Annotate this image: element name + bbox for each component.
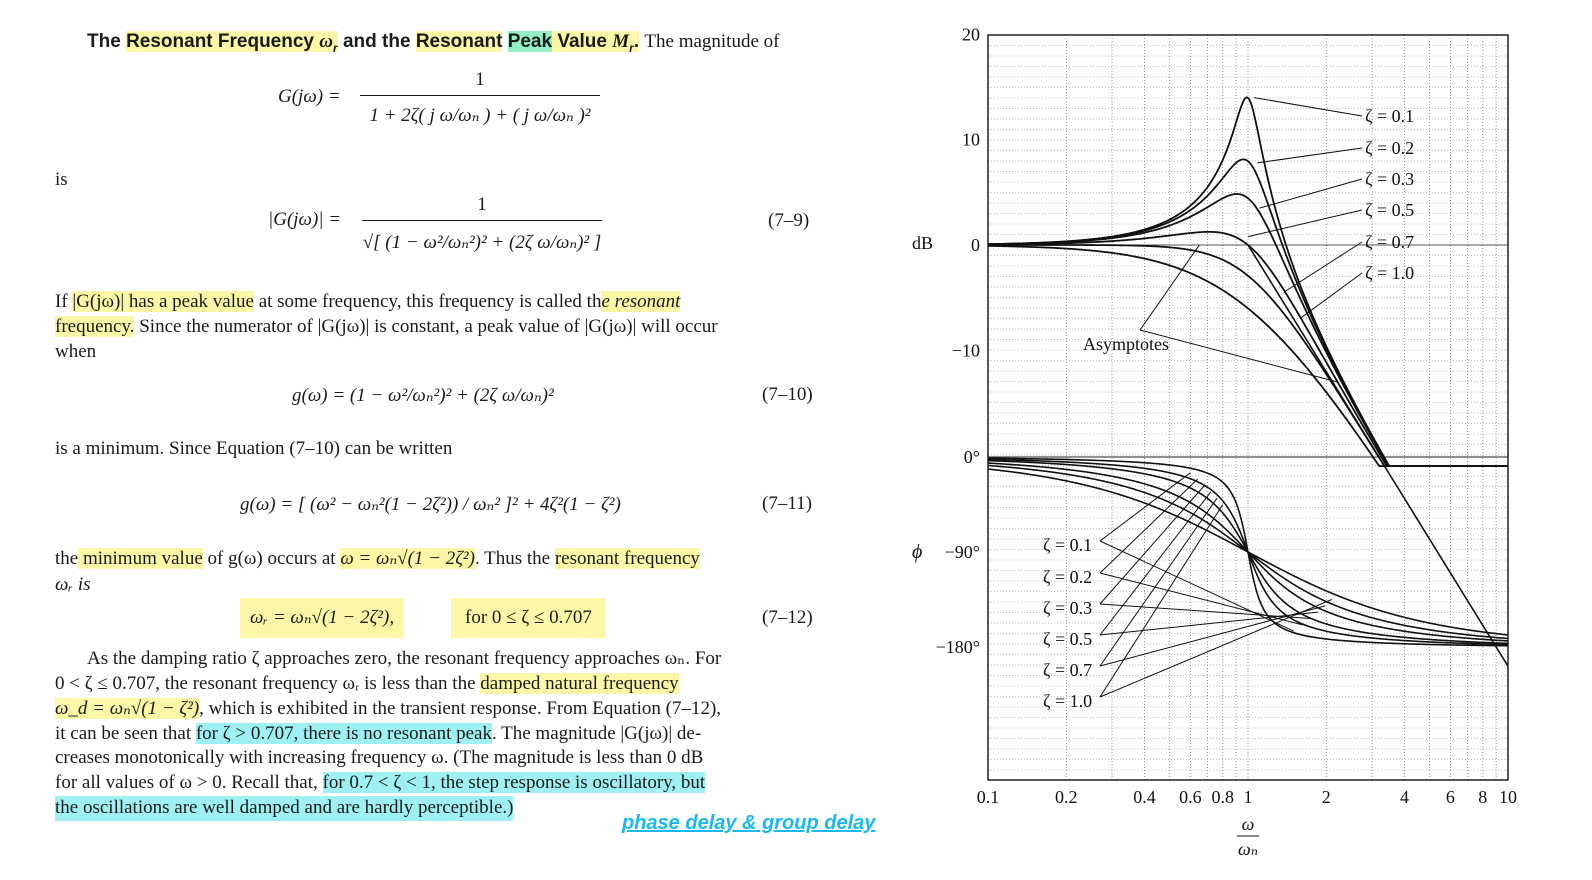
heading-intro: The [87, 31, 127, 52]
x-tick-label: 8 [1478, 787, 1488, 807]
equation-g-denominator: 1 + 2ζ( j ω/ωₙ ) + ( j ω/ωₙ )² [369, 104, 591, 126]
heading-tail: The magnitude of [644, 31, 780, 52]
heading-value: Value [552, 31, 613, 52]
x-tick-label: 0.2 [1055, 787, 1078, 807]
para1-line3: when [55, 341, 97, 362]
magnitude-legend-label: ζ = 0.7 [1365, 232, 1415, 252]
x-tick-label: 1 [1243, 787, 1253, 807]
equation-7-9-denominator: √[ (1 − ω²/ωₙ²)² + (2ζ ω/ωₙ)² ] [362, 231, 602, 253]
x-tick-label: 10 [1499, 787, 1517, 807]
equation-7-12-expression: ωᵣ = ωₙ√(1 − 2ζ²), [240, 598, 404, 638]
asymptotes-annotation: Asymptotes [1083, 334, 1170, 354]
heading-m-sub: r [629, 40, 634, 55]
heading-omega-sub: r [333, 40, 338, 55]
equation-7-9-lhs: |G(jω)| = [268, 209, 342, 230]
phase-legend-label: ζ = 0.5 [1043, 629, 1093, 649]
x-axis-label-numerator: ω [1241, 814, 1255, 834]
magnitude-tick-label: 20 [962, 24, 980, 45]
heading-dot: . [633, 31, 640, 52]
para1-line2: frequency. Since the numerator of |G(jω)| is constant, a peak value of |G(jω)| will occur [55, 316, 718, 337]
x-tick-label: 0.8 [1211, 787, 1235, 807]
magnitude-legend-arrow [1260, 179, 1362, 208]
equation-7-12-condition: for 0 ≤ ζ ≤ 0.707 [451, 598, 606, 638]
phase-legend-arrow-lower [1100, 606, 1325, 666]
equation-7-12-number: (7–12) [762, 607, 813, 628]
equation-g-lhs: G(jω) = [278, 86, 341, 107]
phase-delay-link[interactable]: phase delay & group delay [622, 812, 876, 834]
equation-g-numerator: 1 [360, 68, 600, 96]
magnitude-legend-label: ζ = 0.2 [1365, 138, 1415, 158]
x-tick-label: 4 [1400, 787, 1410, 807]
bode-plot [900, 0, 1592, 880]
equation-7-9-numerator: 1 [362, 193, 602, 221]
para4-line2: 0 < ζ ≤ 0.707, the resonant frequency ωᵣ is less than the damped natural frequency [55, 673, 679, 694]
para3-line1: the minimum value of g(ω) occurs at ω = ωₙ√(1 − 2ζ²). Thus the resonant frequency [55, 548, 700, 569]
magnitude-tick-label: 0 [971, 235, 980, 255]
magnitude-legend-arrow [1257, 148, 1362, 163]
magnitude-legend-arrow [1284, 242, 1362, 292]
magnitude-legend-arrow [1254, 98, 1362, 116]
magnitude-tick-label: −10 [951, 340, 980, 361]
equation-7-10-number: (7–10) [762, 384, 813, 405]
magnitude-legend-label: ζ = 1.0 [1365, 263, 1415, 283]
x-tick-label: 2 [1321, 787, 1331, 807]
equation-7-11: g(ω) = [ (ω² − ωₙ²(1 − 2ζ²)) / ωₙ² ]² + 4ζ²(1 − ζ²) [240, 494, 621, 515]
heading-resonant-frequency: Resonant Frequency [126, 31, 314, 52]
phase-legend-label: ζ = 1.0 [1043, 691, 1093, 711]
equation-7-9-fraction [362, 193, 602, 255]
equation-g-fraction [360, 68, 600, 128]
para3-line2: ωᵣ is [55, 574, 91, 595]
x-tick-label: 0.6 [1179, 787, 1202, 807]
phase-axis-label: ϕ [912, 541, 923, 563]
para4-line7: the oscillations are well damped and are hardly perceptible.) [55, 796, 513, 821]
magnitude-tick-label: 10 [962, 129, 980, 150]
x-axis-label-denominator: ωₙ [1237, 839, 1259, 859]
phase-legend-label: ζ = 0.2 [1043, 567, 1093, 587]
para4-line3: ω_d = ωₙ√(1 − ζ²), which is exhibited in the transient response. From Equation (7–12), [55, 698, 722, 719]
heading-m: M [612, 31, 630, 52]
equation-7-11-number: (7–11) [762, 493, 812, 514]
phase-tick-label: −90° [944, 542, 980, 562]
x-tick-label: 0.1 [976, 787, 1000, 807]
para4-line4: it can be seen that for ζ > 0.707, there is no resonant peak. The magnitude |G(jω)| de- [55, 723, 702, 744]
phase-legend-arrow-upper [1100, 505, 1223, 698]
para4-line5: creases monotonically with increasing frequency ω. (The magnitude is less than 0 dB [55, 747, 704, 768]
x-tick-label: 0.4 [1133, 787, 1156, 807]
phase-legend-arrow-upper [1100, 498, 1217, 666]
phase-legend-label: ζ = 0.7 [1043, 660, 1093, 680]
phase-legend-label: ζ = 0.3 [1043, 598, 1093, 618]
magnitude-legend-label: ζ = 0.3 [1365, 169, 1415, 189]
magnitude-curve-0.2 [988, 159, 1508, 466]
para4-line6: for all values of ω > 0. Recall that, for 0.7 < ζ < 1, the step response is oscillatory, but [55, 772, 706, 793]
magnitude-legend-label: ζ = 0.1 [1365, 106, 1415, 126]
phase-legend-label: ζ = 0.1 [1043, 535, 1093, 555]
phase-legend-arrow-lower [1100, 600, 1332, 698]
heading-resonant: Resonant [415, 31, 503, 52]
para2: is a minimum. Since Equation (7–10) can be written [55, 438, 453, 459]
x-tick-label: 6 [1445, 787, 1455, 807]
heading-peak: Peak [507, 31, 553, 52]
magnitude-legend-arrow [1300, 273, 1362, 319]
equation-7-9-number: (7–9) [768, 210, 810, 231]
text-is: is [55, 169, 68, 190]
phase-legend-arrow-lower [1100, 612, 1318, 635]
equation-7-10: g(ω) = (1 − ω²/ωₙ²)² + (2ζ ω/ωₙ)² [292, 385, 554, 406]
heading-and: and the [337, 31, 416, 52]
heading-omega: ω [319, 31, 334, 52]
magnitude-axis-label: dB [912, 233, 934, 253]
bode-labels [912, 24, 1517, 859]
magnitude-legend-label: ζ = 0.5 [1365, 200, 1415, 220]
phase-tick-label: 0° [963, 447, 980, 467]
para1-line1: If |G(jω)| has a peak value at some frequency, this frequency is called the resonant [55, 291, 681, 312]
para4-line1: As the damping ratio ζ approaches zero, the resonant frequency approaches ωₙ. For [87, 648, 722, 669]
section-heading [87, 31, 779, 55]
phase-legend-arrow-upper [1100, 492, 1211, 635]
phase-tick-label: −180° [935, 637, 980, 657]
